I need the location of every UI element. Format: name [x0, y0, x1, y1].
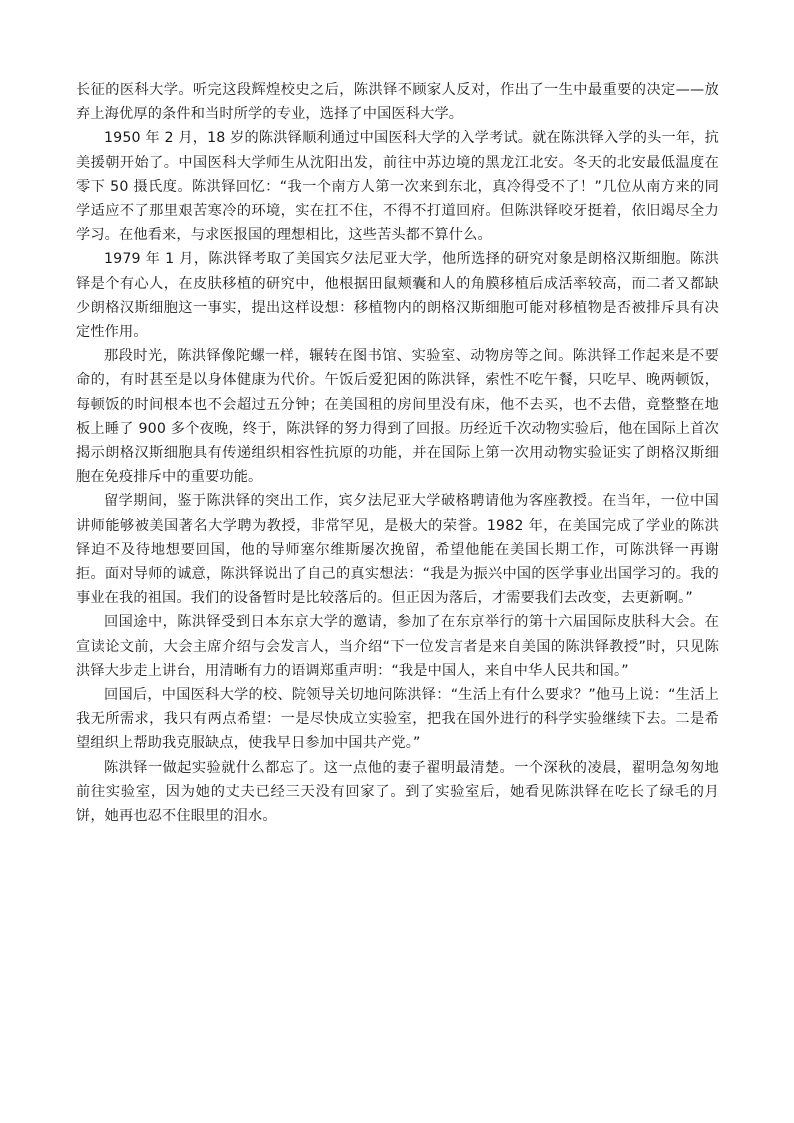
paragraph: 回国途中，陈洪铎受到日本东京大学的邀请，参加了在东京举行的第十六届国际皮肤科大会。在宣读论文前，大会主席介绍与会发言人，当介绍“下一位发言者是来自美国的陈洪铎教授”时，只见陈洪铎大步走上讲台，用清晰有力的语调郑重声明：“我是中国人，来自中华人民共和国。”: [76, 614, 719, 679]
paragraph: 那段时光，陈洪铎像陀螺一样，辗转在图书馆、实验室、动物房等之间。陈洪铎工作起来是不要命的，有时甚至是以身体健康为代价。午饭后爱犯困的陈洪铎，索性不吃午餐，只吃早、晚两顿饭，每顿饭的时间根本也不会超过五分钟；在美国租的房间里没有床，他不去买，也不去借，竟整整在地板上睡了 900 多个夜晚，终于，陈洪铎的努力得到了回报。历经近千次动物实验后，他在国际上首次揭示朗格汉斯细胞具有传递组织相容性抗原的功能，并在国际上第一次用动物实验证实了朗格汉斯细胞在免疫排斥中的重要功能。: [76, 348, 719, 486]
paragraph: 回国后，中国医科大学的校、院领导关切地问陈洪铎：“生活上有什么要求？”他马上说：“生活上我无所需求，我只有两点希望：一是尽快成立实验室，把我在国外进行的科学实验继续下去。二是希望组织上帮助我克服缺点，使我早日参加中国共产党。”: [76, 687, 719, 752]
paragraph: 留学期间，鉴于陈洪铎的突出工作，宾夕法尼亚大学破格聘请他为客座教授。在当年，一位中国讲师能够被美国著名大学聘为教授，非常罕见，是极大的荣誉。1982 年，在美国完成了学业的陈洪铎迫不及待地想要回国，他的导师塞尔维斯屡次挽留，希望他能在美国长期工作，可陈洪铎一再谢拒。面对导师的诚意，陈洪铎说出了自己的真实想法：“我是为振兴中国的医学事业出国学习的。我的事业在我的祖国。我们的设备暂时是比较落后的。但正因为落后，才需要我们去改变，去更新啊。”: [76, 493, 719, 607]
paragraph: 1979 年 1 月，陈洪铎考取了美国宾夕法尼亚大学，他所选择的研究对象是朗格汉斯细胞。陈洪铎是个有心人，在皮肤移植的研究中，他根据田鼠颊囊和人的角膜移植后成活率较高，而二者又都缺少朗格汉斯细胞这一事实，提出这样设想：移植物内的朗格汉斯细胞可能对移植物是否被排斥具有决定性作用。: [76, 251, 719, 341]
paragraph: 陈洪铎一做起实验就什么都忘了。这一点他的妻子翟明最清楚。一个深秋的凌晨，翟明急匆匆地前往实验室，因为她的丈夫已经三天没有回家了。到了实验室后，她看见陈洪铎在吃长了绿毛的月饼，她再也忍不住眼里的泪水。: [76, 759, 719, 825]
paragraph: 1950 年 2 月，18 岁的陈洪铎顺利通过中国医科大学的入学考试。就在陈洪铎入学的头一年，抗美援朝开始了。中国医科大学师生从沈阳出发，前往中苏边境的黑龙江北安。冬天的北安最低温度在零下 50 摄氏度。陈洪铎回忆：“我一个南方人第一次来到东北，真冷得受不了！”几位从南方来的同学适应不了那里艰苦寒冷的环境，实在扛不住，不得不打道回府。但陈洪铎咬牙挺着，依旧竭尽全力学习。在他看来，与求医报国的理想相比，这些苦头都不算什么。: [76, 130, 719, 244]
document-body: [76, 78, 719, 828]
paragraph: 长征的医科大学。听完这段辉煌校史之后，陈洪铎不顾家人反对，作出了一生中最重要的决定——放弃上海优厚的条件和当时所学的专业，选择了中国医科大学。: [76, 82, 719, 123]
